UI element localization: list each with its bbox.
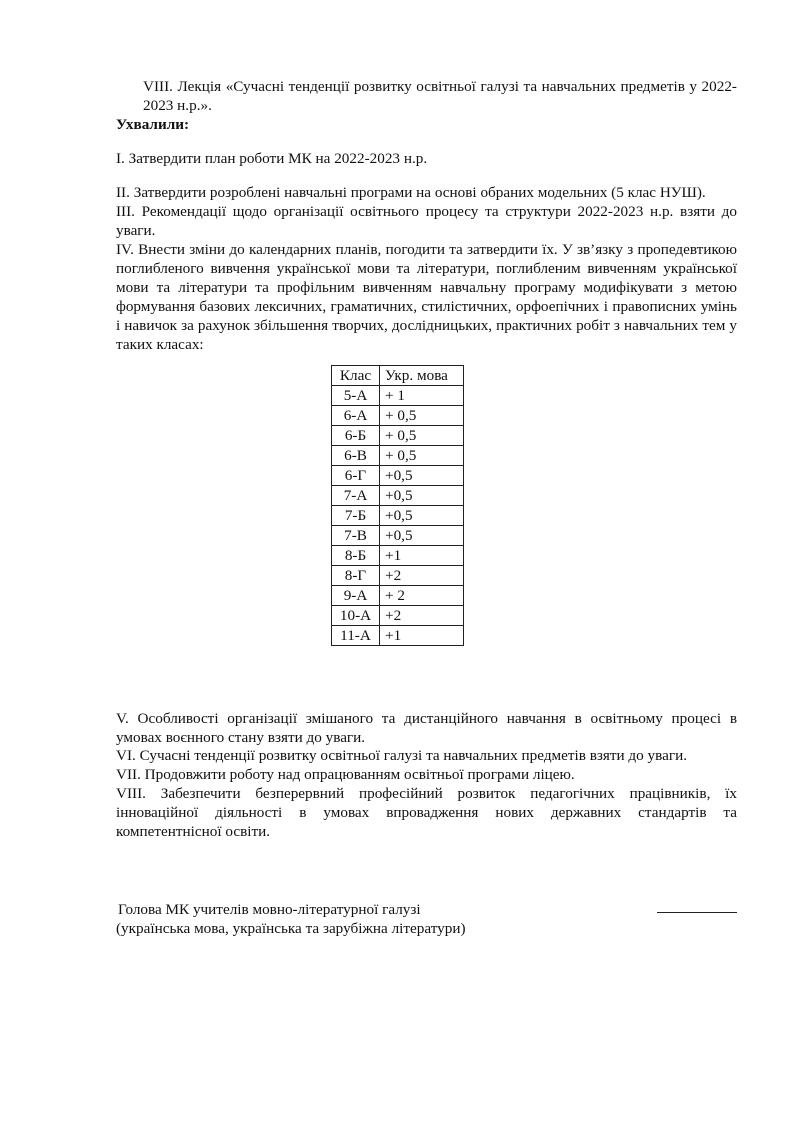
cell-class: 7-Б	[332, 506, 380, 526]
cell-hours: +2	[380, 606, 464, 626]
signature-line	[657, 912, 737, 913]
table-row	[332, 586, 464, 606]
table-row	[332, 526, 464, 546]
decision-6: VI. Сучасні тенденції розвитку освітньої галузі та навчальних предметів взяти до уваги.	[116, 747, 688, 764]
table-row	[332, 606, 464, 626]
cell-hours: + 0,5	[380, 406, 464, 426]
decision-4: IV. Внести зміни до календарних планів, погодити та затвердити їх. У зв’язку з пропедевтикою поглибленого вивчення української мови та літератури, поглибленим вивченням української мови та літератури та профільним вивченням навчальну програму модифікувати з метою формування базових лексичних, граматичних, стилістичних, орфоепічних і правописних умінь і навичок за рахунок збільшення творчих, дослідницьких, практичних робіт з навчальних тем у таких класах:	[116, 241, 737, 353]
cell-hours: + 1	[380, 386, 464, 406]
cell-class: 8-Б	[332, 546, 380, 566]
cell-hours: +1	[380, 546, 464, 566]
agenda-item-8: VIII. Лекція «Сучасні тенденції розвитку освітньої галузі та навчальних предметів у 2022-2023 н.р.».	[143, 78, 737, 114]
table-row	[332, 626, 464, 646]
cell-class: 10-А	[332, 606, 380, 626]
table-row	[332, 406, 464, 426]
table-row	[332, 446, 464, 466]
header-class: Клас	[332, 366, 380, 386]
resolved-heading: Ухвалили:	[116, 116, 190, 133]
table-row	[332, 566, 464, 586]
cell-hours: +0,5	[380, 506, 464, 526]
cell-class: 7-В	[332, 526, 380, 546]
decision-2: II. Затвердити розроблені навчальні програми на основі обраних модельних (5 клас НУШ).	[116, 184, 706, 201]
cell-class: 7-А	[332, 486, 380, 506]
table-row	[332, 506, 464, 526]
table-row	[332, 486, 464, 506]
table-row	[332, 466, 464, 486]
decision-1: I. Затвердити план роботи МК на 2022-2023 н.р.	[116, 150, 428, 167]
cell-hours: +0,5	[380, 486, 464, 506]
table-row	[332, 386, 464, 406]
cell-hours: +0,5	[380, 526, 464, 546]
cell-class: 6-В	[332, 446, 380, 466]
cell-class: 8-Г	[332, 566, 380, 586]
cell-hours: + 0,5	[380, 446, 464, 466]
cell-hours: + 2	[380, 586, 464, 606]
table-header-row	[332, 366, 464, 386]
signature-title: Голова МК учителів мовно-літературної галузі	[118, 901, 421, 918]
table-row	[332, 546, 464, 566]
cell-hours: + 0,5	[380, 426, 464, 446]
cell-hours: +1	[380, 626, 464, 646]
cell-class: 6-Б	[332, 426, 380, 446]
signature-subtitle: (українська мова, українська та зарубіжна літератури)	[116, 920, 466, 937]
cell-class: 6-А	[332, 406, 380, 426]
header-ukr-language: Укр. мова	[380, 366, 464, 386]
cell-hours: +2	[380, 566, 464, 586]
cell-class: 11-А	[332, 626, 380, 646]
decision-5: V. Особливості організації змішаного та дистанційного навчання в освітньому процесі в умовах воєнного стану взяти до уваги.	[116, 710, 737, 746]
decision-7: VII. Продовжити роботу над опрацюванням освітньої програми ліцею.	[116, 766, 575, 783]
cell-class: 5-А	[332, 386, 380, 406]
class-hours-table	[331, 365, 464, 646]
cell-class: 9-А	[332, 586, 380, 606]
decision-8: VIII. Забезпечити безперервний професійний розвиток педагогічних працівників, їх інноваційної діяльності в умовах впровадження нових державних стандартів та компетентнісної освіти.	[116, 785, 737, 840]
cell-hours: +0,5	[380, 466, 464, 486]
cell-class: 6-Г	[332, 466, 380, 486]
decision-3: III. Рекомендації щодо організації освітнього процесу та структури 2022-2023 н.р. взяти до уваги.	[116, 203, 737, 239]
table-row	[332, 426, 464, 446]
